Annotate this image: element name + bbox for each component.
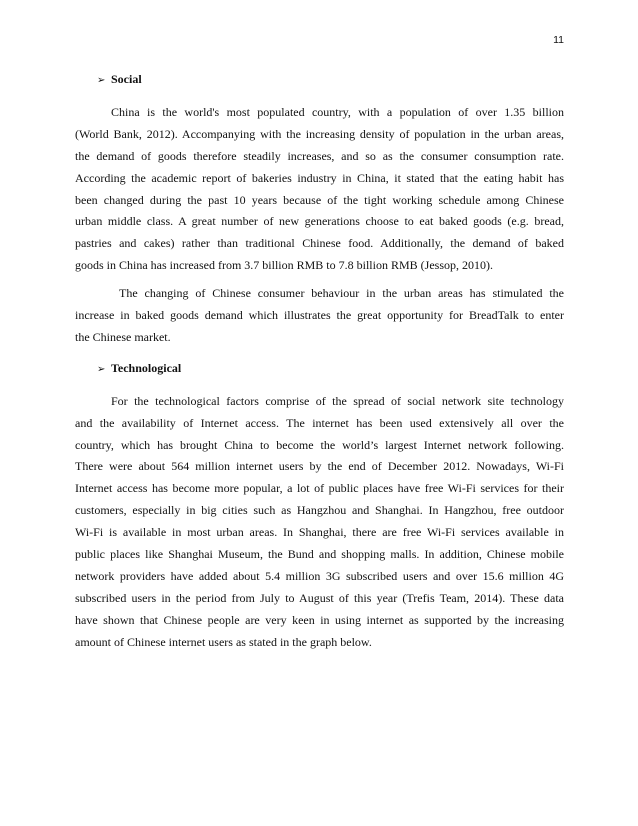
text-line: public places like Shanghai Museum, the Bund and shopping malls. In addition, Chinese mobile <box>75 547 564 562</box>
text-line: goods in China has increased from 3.7 billion RMB to 7.8 billion RMB (Jessop, 2010). <box>75 258 493 273</box>
text-line: Internet access has become more popular, a lot of public places have free Wi-Fi services for their <box>75 481 564 496</box>
arrow-bullet-icon: ➢ <box>97 363 106 375</box>
text-line: customers, especially in big cities such as Hangzhou and Shanghai. In Hangzhou, free outdoor <box>75 503 564 518</box>
paragraph-social-population <box>75 102 564 277</box>
section-heading-social <box>97 70 564 88</box>
text-line: and the availability of Internet access. The internet has been used extensively all over the <box>75 415 564 430</box>
text-line: the Chinese market. <box>75 329 171 344</box>
text-line: been changed during the past 10 years because of the tight working schedule among Chinese <box>75 192 564 207</box>
text-line: According the academic report of bakeries industry in China, it stated that the eating habit has <box>75 170 564 185</box>
paragraph-social-behaviour <box>75 283 564 349</box>
text-line: The changing of Chinese consumer behaviour in the urban areas has stimulated the <box>119 286 564 301</box>
text-line: urban middle class. A great number of new generations choose to eat baked goods (e.g. bread, <box>75 214 564 229</box>
paragraph-technological <box>75 391 564 654</box>
text-line: amount of Chinese internet users as stated in the graph below. <box>75 634 372 649</box>
text-line: There were about 564 million internet users by the end of December 2012. Nowadays, Wi-Fi <box>75 459 564 474</box>
text-line: For the technological factors comprise of the spread of social network site technology <box>111 393 564 408</box>
section-heading-technological <box>97 359 564 377</box>
text-line: China is the world's most populated country, with a population of over 1.35 billion <box>111 105 564 119</box>
text-line: have shown that Chinese people are very keen in using internet as supported by the increasing <box>75 612 564 627</box>
text-line: network providers have added about 5.4 million 3G subscribed users and over 15.6 million 4G <box>75 568 564 583</box>
text-line: country, which has brought China to become the world’s largest Internet network following. <box>75 437 564 452</box>
page-content <box>75 70 564 653</box>
text-line: increase in baked goods demand which illustrates the great opportunity for BreadTalk to enter <box>75 308 564 323</box>
text-line: (World Bank, 2012). Accompanying with the increasing density of population in the urban areas, <box>75 126 564 141</box>
heading-text: Technological <box>111 360 182 375</box>
heading-text: Social <box>111 72 142 86</box>
arrow-bullet-icon: ➢ <box>97 75 106 86</box>
text-line: the demand of goods therefore steadily increases, and so as the consumer consumption rate. <box>75 148 564 163</box>
page-number: 11 <box>553 34 564 46</box>
text-line: pastries and cakes) rather than traditional Chinese food. Additionally, the demand of baked <box>75 236 564 251</box>
text-line: subscribed users in the period from July to August of this year (Trefis Team, 2014). These data <box>75 590 564 605</box>
text-line: Wi-Fi is available in most urban areas. In Shanghai, there are free Wi-Fi services available in <box>75 525 564 540</box>
